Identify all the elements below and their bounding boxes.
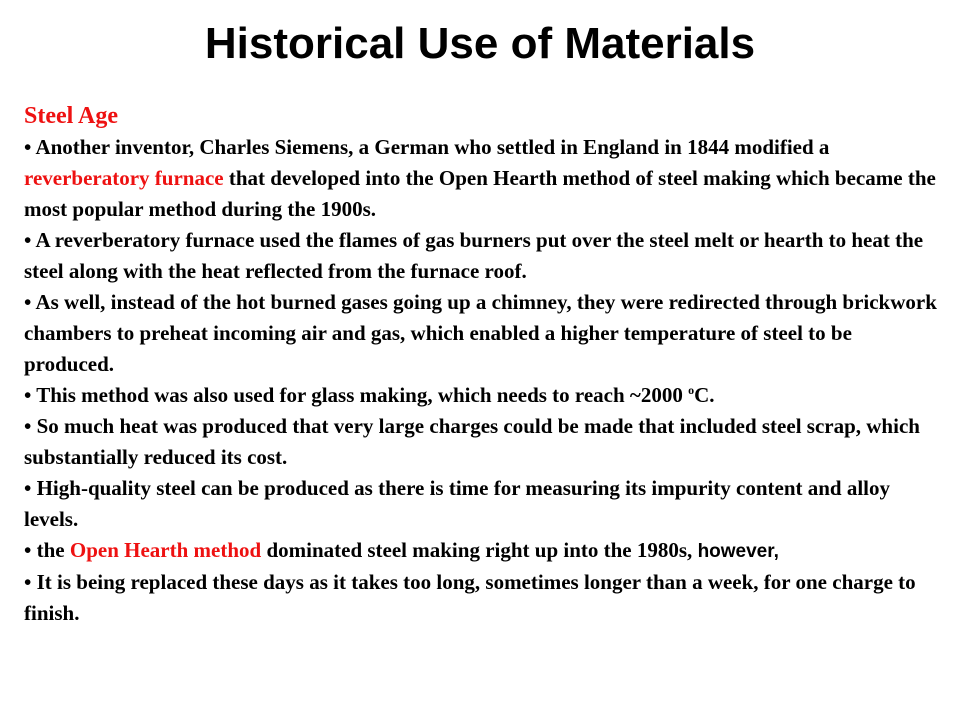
bullet-text: • the (24, 538, 70, 562)
bullet-text: dominated steel making right up into the 1980s, (261, 538, 698, 562)
bullet-text-however: however, (697, 541, 779, 562)
degree-symbol: o (688, 383, 695, 397)
highlight-open-hearth-method: Open Hearth method (69, 538, 262, 562)
bullet-brickwork-chambers: • As well, instead of the hot burned gases going up a chimney, they were redirected through brickwork chambers to preheat incoming air and gas, which enabled a higher temperature of steel to be produced. (24, 290, 937, 376)
slide-body (24, 100, 944, 629)
bullet-text: that developed into the Open Hearth method of steel making which became the most popular method during the 1900s. (24, 166, 936, 221)
bullet-replaced: • It is being replaced these days as it takes too long, sometimes longer than a week, for one charge to finish. (24, 570, 916, 625)
slide-title: Historical Use of Materials (204, 19, 756, 68)
bullet-siemens (24, 132, 944, 225)
bullet-open-hearth (24, 535, 944, 567)
section-heading: Steel Age (24, 103, 118, 129)
bullet-reverberatory: • A reverberatory furnace used the flames of gas burners put over the steel melt or hearth to heat the steel along with the heat reflected from the furnace roof. (24, 228, 924, 283)
bullet-glass-making (24, 380, 944, 411)
bullet-large-charges: • So much heat was produced that very large charges could be made that included steel scrap, which substantially reduced its cost. (24, 414, 920, 469)
bullet-text: C. (694, 383, 715, 407)
bullet-text: • This method was also used for glass making, which needs to reach ~2000 (24, 383, 689, 407)
highlight-reverberatory-furnace: reverberatory furnace (24, 166, 224, 190)
bullet-text: • Another inventor, Charles Siemens, a German who settled in England in 1844 modified a (24, 135, 830, 159)
bullet-high-quality: • High-quality steel can be produced as there is time for measuring its impurity content and alloy levels. (24, 476, 891, 531)
